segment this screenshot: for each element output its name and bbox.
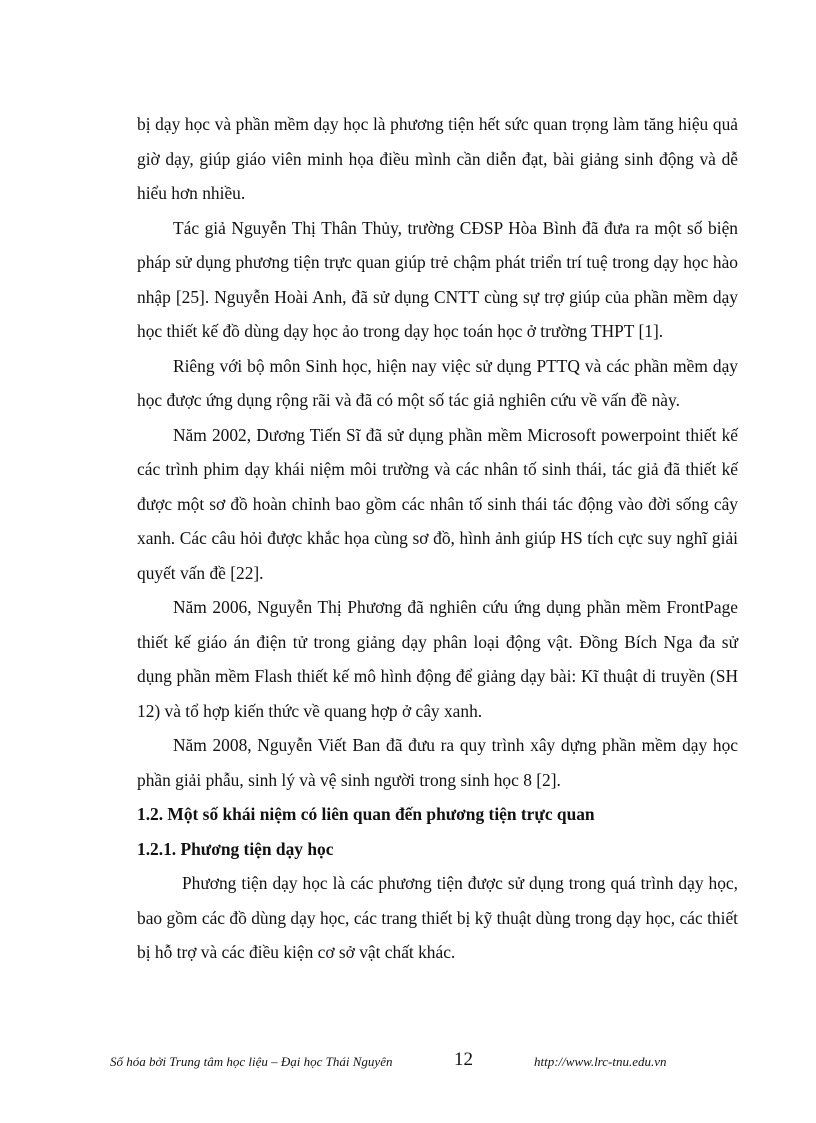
- footer-url[interactable]: http://www.lrc-tnu.edu.vn: [534, 1054, 667, 1069]
- page-footer: [110, 1051, 730, 1075]
- footer-digitized-by: Số hóa bởi Trung tâm học liệu – Đại học Thái Nguyên: [110, 1054, 393, 1069]
- page-number: 12: [454, 1049, 473, 1070]
- paragraph-nguyen-thi-than-thuy: Tác giả Nguyễn Thị Thân Thủy, trường CĐSP Hòa Bình đã đưa ra một số biện pháp sử dụng phương tiện trực quan giúp trẻ chậm phát triển trí tuệ trong dạy học hào nhập [25]. Nguyễn Hoài Anh, đã sử dụng CNTT cùng sự trợ giúp của phần mềm dạy học thiết kế đồ dùng dạy học ảo trong dạy học toán học ở trường THPT [1].: [137, 217, 738, 341]
- paragraph-phuong-tien-day-hoc: Phương tiện dạy học là các phương tiện được sử dụng trong quá trình dạy học, bao gồm các đồ dùng dạy học, các trang thiết bị kỹ thuật dùng trong dạy học, các thiết bị hỗ trợ và các điều kiện cơ sở vật chất khác.: [137, 873, 738, 962]
- paragraph-sinh-hoc: Riêng với bộ môn Sinh học, hiện nay việc sử dụng PTTQ và các phần mềm dạy học được ứng dụng rộng rãi và đã có một số tác giả nghiên cứu về vấn đề này.: [137, 355, 738, 410]
- paragraph-nam-2002: Năm 2002, Dương Tiến Sĩ đã sử dụng phần mềm Microsoft powerpoint thiết kế các trình phim dạy khái niệm môi trường và các nhân tố sinh thái, tác giả đã thiết kế được một sơ đồ hoàn chỉnh bao gồm các nhân tố sinh thái tác động vào đời sống cây xanh. Các câu hỏi được khắc họa cùng sơ đồ, hình ảnh giúp HS tích cực suy nghĩ giải quyết vấn đề [22].: [137, 424, 738, 583]
- section-heading: 1.2. Một số khái niệm có liên quan đến phương tiện trực quan: [137, 804, 595, 824]
- paragraph-continuation: bị dạy học và phần mềm dạy học là phương tiện hết sức quan trọng làm tăng hiệu quả giờ dạy, giúp giáo viên minh họa điều mình cần diễn đạt, bài giảng sinh động và dễ hiểu hơn nhiều.: [137, 114, 738, 203]
- document-body: [137, 107, 738, 970]
- paragraph-nam-2006: Năm 2006, Nguyễn Thị Phương đã nghiên cứu ứng dụng phần mềm FrontPage thiết kế giáo án điện tử trong giảng dạy phân loại động vật. Đồng Bích Nga đa sử dụng phần mềm Flash thiết kế mô hình động để giảng dạy bài: Kĩ thuật di truyền (SH 12) và tổ hợp kiến thức về quang hợp ở cây xanh.: [137, 597, 738, 721]
- paragraph-nam-2008: Năm 2008, Nguyễn Viết Ban đã đưu ra quy trình xây dựng phần mềm dạy học phần giải phẫu, sinh lý và vệ sinh người trong sinh học 8 [2].: [137, 735, 738, 790]
- subsection-heading: 1.2.1. Phương tiện dạy học: [137, 838, 334, 859]
